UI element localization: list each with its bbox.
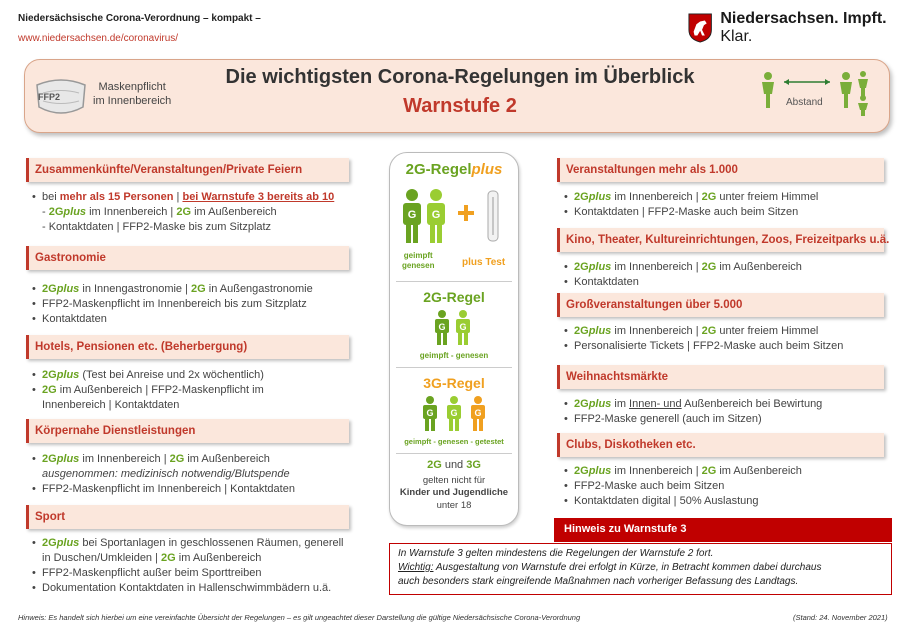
footer-note: Hinweis: Es handelt sich hierbei um eine vereinfachte Übersicht der Regelungen – es gilt ungeachtet dieser Darstellung die gültige Niedersächsische Corona-Verordnung [18, 613, 581, 622]
section-zusammenkuenfte: Zusammenkünfte/Veranstaltungen/Private Feiern [26, 158, 349, 182]
section-grossveranstaltungen: Großveranstaltungen über 5.000 [557, 293, 884, 317]
mask-text-line2: im Innenbereich [93, 95, 172, 107]
distance-people-icon [758, 68, 878, 118]
logo-text-klar: Klar. [720, 28, 753, 45]
list-item: • 2Gplus im Innenbereich | 2G im Außenbereich [564, 261, 802, 273]
list-veranstaltungen-1000 [562, 190, 818, 220]
niedersachsen-logo [688, 10, 910, 46]
list-item: • 2Gplus im Innen- und Außenbereich bei Bewirtung [564, 398, 823, 410]
list-item: • 2Gplus in Innengastronomie | 2G in Außengastronomie [32, 283, 313, 295]
rule-2g-heading: 2G-Regel [423, 289, 485, 305]
hinweis-line1: In Warnstufe 3 gelten mindestens die Regelungen der Warnstufe 2 fort. [398, 548, 714, 559]
section-kino-theater: Kino, Theater, Kultureinrichtungen, Zoos, Freizeitparks u.ä. [557, 228, 884, 252]
hinweis-heading: Hinweis zu Warnstufe 3 [554, 518, 892, 542]
geimpft-genesen-label: geimpft genesen [402, 251, 435, 270]
page-subtitle: Warnstufe 2 [403, 95, 517, 117]
list-item: • FFP2-Maske generell (auch im Sitzen) [564, 413, 762, 425]
kinder-line1: 2G und 3G [427, 459, 481, 471]
list-weihnachtsmaerkte [562, 397, 822, 427]
rules-panel [389, 152, 519, 526]
section-koerpernahe: Körpernahe Dienstleistungen [26, 419, 349, 443]
svg-text:G: G [431, 209, 441, 221]
section-hotels: Hotels, Pensionen etc. (Beherbergung) [26, 335, 349, 359]
list-grossveranstaltungen [562, 324, 843, 354]
list-kino-theater [562, 260, 802, 290]
people-2g-icon [430, 309, 478, 347]
list-item: ausgenommen: medizinisch notwendig/Blutspende [42, 468, 290, 480]
list-item: • bei mehr als 15 Personen | bei Warnstufe 3 bereits ab 10 [32, 191, 335, 203]
footer-stand: (Stand: 24. November 2021) [793, 613, 888, 622]
list-item: • FFP2-Maskenpflicht im Innenbereich | Kontaktdaten [32, 483, 295, 495]
list-item: - 2Gplus im Innenbereich | 2G im Außenbereich [42, 206, 277, 218]
list-item: • FFP2-Maske auch beim Sitzen [564, 480, 725, 492]
list-zusammenkuenfte [30, 190, 334, 235]
rule-2g-plus-heading: 2G-Regelplus [405, 161, 503, 178]
svg-text:G: G [450, 408, 458, 418]
list-item: • 2Gplus im Innenbereich | 2G im Außenbereich [32, 453, 270, 465]
svg-text:G: G [407, 209, 417, 221]
header-title: Niedersächsische Corona-Verordnung – kompakt – [18, 13, 261, 24]
logo-text-bold: Niedersachsen. Impft. [720, 10, 887, 27]
list-item: • FFP2-Maskenpflicht außer beim Sporttreiben [32, 567, 262, 579]
svg-text:G: G [438, 322, 446, 332]
list-item: • Dokumentation Kontaktdaten in Hallenschwimmbädern u.ä. [32, 582, 332, 594]
list-hotels [30, 368, 264, 413]
list-item: Innenbereich | Kontaktdaten [42, 399, 180, 411]
mask-text [93, 80, 171, 108]
list-item: • 2Gplus (Test bei Anreise und 2x wöchentlich) [32, 369, 264, 381]
list-item: in Duschen/Umkleiden | 2G im Außenbereich [42, 552, 262, 564]
section-veranstaltungen-1000: Veranstaltungen mehr als 1.000 [557, 158, 884, 182]
list-item: • Kontaktdaten | FFP2-Maske auch beim Sitzen [564, 206, 799, 218]
section-sport: Sport [26, 505, 349, 529]
list-gastronomie [30, 282, 313, 327]
section-clubs: Clubs, Diskotheken etc. [557, 433, 884, 457]
svg-text:G: G [426, 408, 434, 418]
rule-3g-sub: geimpft - genesen - getestet [404, 437, 504, 446]
coat-of-arms-icon [688, 12, 712, 44]
list-item: • Kontaktdaten [564, 276, 639, 288]
list-item: • 2Gplus im Innenbereich | 2G im Außenbereich [564, 465, 802, 477]
list-clubs [562, 464, 802, 509]
section-gastronomie: Gastronomie [26, 246, 349, 270]
list-item: • Kontaktdaten [32, 313, 107, 325]
page-title: Die wichtigsten Corona-Regelungen im Überblick [225, 66, 695, 88]
section-weihnachtsmaerkte: Weihnachtsmärkte [557, 365, 884, 389]
kinder-line2: gelten nicht für [422, 475, 486, 486]
list-item: - Kontaktdaten | FFP2-Maske bis zum Sitzplatz [42, 221, 272, 233]
list-item: • Personalisierte Tickets | FFP2-Maske auch beim Sitzen [564, 340, 844, 352]
kinder-line4: unter 18 [436, 500, 472, 511]
kinder-line3: Kinder und Jugendliche [399, 487, 509, 498]
mask-ffp2-label: FFP2 [38, 92, 61, 102]
list-item: • 2Gplus bei Sportanlagen in geschlossenen Räumen, generell [32, 537, 344, 549]
hinweis-line3: auch besonders stark eingreifende Maßnahmen nach vorheriger Befassung des Landtags. [398, 576, 799, 587]
list-koerpernahe [30, 452, 295, 497]
hinweis-line2: Wichtig: Ausgestaltung von Warnstufe drei erfolgt in Kürze, in Betracht kommen dabei durchaus [398, 562, 822, 573]
rule-2g-sub: geimpft - genesen [419, 351, 489, 360]
list-item: • 2Gplus im Innenbereich | 2G unter freiem Himmel [564, 191, 819, 203]
list-item: • 2G im Außenbereich | FFP2-Maskenpflicht im [32, 384, 264, 396]
list-item: • Kontaktdaten digital | 50% Auslastung [564, 495, 759, 507]
list-item: • FFP2-Maskenpflicht im Innenbereich bis zum Sitzplatz [32, 298, 307, 310]
hinweis-box [389, 543, 892, 595]
header-url-link[interactable]: www.niedersachsen.de/coronavirus/ [18, 33, 179, 44]
svg-text:G: G [459, 322, 467, 332]
people-2g-plus-icon [398, 187, 510, 247]
list-item: • 2Gplus im Innenbereich | 2G unter freiem Himmel [564, 325, 819, 337]
rule-3g-heading: 3G-Regel [423, 375, 485, 391]
plus-test-label: plus Test [462, 257, 506, 268]
people-3g-icon [418, 395, 490, 433]
abstand-label: Abstand [786, 97, 823, 108]
svg-text:G: G [474, 408, 482, 418]
list-sport [30, 536, 344, 596]
mask-text-line1: Maskenpflicht [98, 81, 166, 93]
